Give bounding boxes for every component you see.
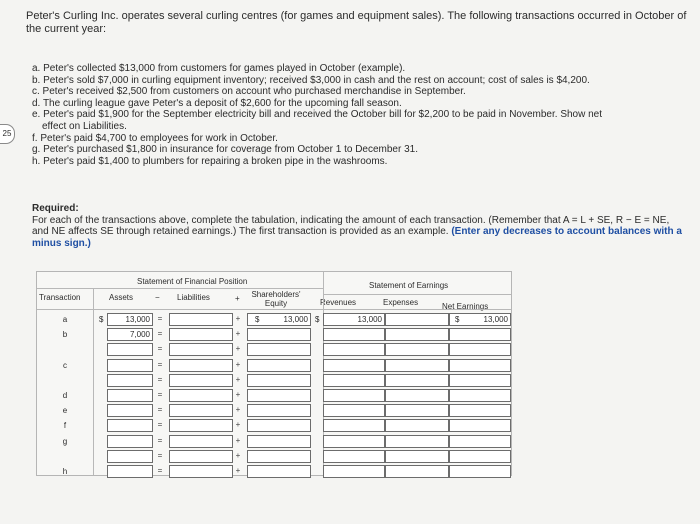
expenses-cell[interactable] [385,328,449,341]
grid-line [37,309,511,310]
op-equals: = [157,435,163,445]
header-net-earnings: Net Earnings [442,302,489,311]
revenues-cell[interactable] [323,404,385,417]
expenses-cell[interactable] [385,343,449,356]
transaction-e-continued: effect on Liabilities. [42,120,127,132]
revenues-cell[interactable] [323,419,385,432]
row-label-b: b [62,330,68,340]
assets-cell[interactable] [107,359,153,372]
revenues-cell[interactable] [323,465,385,478]
transaction-a: a. Peter's collected $13,000 from customers for games played in October (example). [32,63,406,74]
transaction-c: c. Peter's received $2,500 from customers on account who purchased merchandise in September. [32,86,466,98]
expenses-cell[interactable] [385,313,449,326]
equity-cell[interactable] [247,328,311,341]
assets-cell[interactable] [107,404,153,417]
header-assets: Assets [109,293,134,302]
transaction-list [32,63,682,167]
row-label-d: d [62,391,68,400]
op-equals: = [157,359,163,369]
assets-cell[interactable]: 7,000 [107,328,153,341]
revenues-cell[interactable] [323,343,385,356]
grid-line [323,294,511,295]
assets-cell[interactable] [107,343,153,356]
revenues-cell[interactable] [323,389,385,402]
equity-cell[interactable] [247,435,311,448]
header-statement-of-earnings: Statement of Earnings [369,281,449,290]
row-label-e: e [62,406,68,416]
assets-cell[interactable] [107,419,153,432]
net-earnings-cell[interactable] [449,465,511,478]
liabilities-cell[interactable] [169,328,233,341]
revenues-cell[interactable] [323,374,385,387]
op-equals: = [157,314,163,323]
transaction-f: f. Peter's paid $4,700 to employees for work in October. [32,132,278,144]
expenses-cell[interactable] [385,374,449,387]
row-label-f: f [63,421,67,431]
grid-line [37,288,323,289]
op-plus: + [235,405,241,415]
expenses-cell[interactable] [385,465,449,478]
liabilities-cell[interactable] [169,389,233,402]
assets-cell[interactable] [107,374,153,387]
net-earnings-cell[interactable] [449,450,511,463]
op-minus-header: − [155,293,160,302]
grid-line [93,288,94,475]
op-plus: + [235,450,241,460]
op-equals: = [157,329,163,339]
op-plus: + [235,329,241,339]
op-equals: = [157,405,163,415]
transaction-e: e. Peter's paid $1,900 for the September electricity bill and received the October bill for $2,200 to be paid in November. Show net [32,109,603,121]
dollar-sign: $ [315,315,320,324]
op-plus: + [235,435,241,445]
expenses-cell[interactable] [385,389,449,402]
net-earnings-cell[interactable] [449,328,511,341]
net-earnings-cell[interactable] [449,343,511,356]
required-section [32,203,682,249]
expenses-cell[interactable] [385,404,449,417]
net-earnings-cell[interactable] [449,404,511,417]
expenses-cell[interactable] [385,359,449,372]
expenses-cell[interactable] [385,450,449,463]
op-plus: + [235,390,241,399]
header-expenses: Expenses [383,298,419,307]
op-equals: = [157,466,163,475]
assets-cell[interactable]: 13,000 [107,313,153,326]
equity-cell[interactable] [247,374,311,387]
transaction-b: b. Peter's sold $7,000 in curling equipment inventory; received $3,000 in cash and the rest on account; cost of sales is $4,200. [32,74,590,86]
header-revenues: Revenues [320,298,357,307]
assets-cell[interactable] [107,435,153,448]
expenses-cell[interactable] [385,419,449,432]
equity-cell[interactable] [247,450,311,463]
equity-cell[interactable] [247,465,311,478]
assets-cell[interactable] [107,389,153,402]
row-label-h: h [62,467,68,476]
row-label-g: g [62,436,68,446]
revenues-cell[interactable]: 13,000 [323,313,385,326]
equity-cell[interactable] [247,343,311,356]
op-equals: = [157,344,163,354]
liabilities-cell[interactable] [169,374,233,387]
transaction-h: h. Peter's paid $1,400 to plumbers for repairing a broken pipe in the washrooms. [32,155,388,167]
op-equals: = [157,450,163,460]
op-plus: + [235,344,241,354]
transaction-d: d. The curling league gave Peter's a deposit of $2,600 for the upcoming fall season. [32,97,402,109]
revenues-cell[interactable] [323,450,385,463]
header-shareholders-equity: Shareholders' Equity [251,290,301,308]
net-earnings-cell[interactable] [449,374,511,387]
liabilities-cell[interactable] [169,419,233,432]
equity-cell[interactable] [247,404,311,417]
net-earnings-cell[interactable] [449,389,511,402]
assets-cell[interactable] [107,450,153,463]
equity-cell[interactable] [247,389,311,402]
row-label-c: c [63,360,67,370]
op-plus: + [235,466,241,475]
row-label-a: a [62,315,68,324]
equity-cell[interactable] [247,359,311,372]
side-page-tab[interactable]: 25 [0,124,15,144]
op-plus: + [235,374,241,384]
required-heading: Required: [32,203,79,214]
dollar-sign: $ [255,315,260,324]
header-transaction: Transaction [39,293,81,302]
liabilities-cell[interactable] [169,343,233,356]
net-earnings-cell[interactable]: 13,000 [449,313,511,326]
op-plus: + [235,314,241,323]
liabilities-cell[interactable] [169,359,233,372]
required-highlight: (Enter any decreases to account balances with a minus sign.) [32,226,682,249]
liabilities-cell[interactable] [169,450,233,463]
liabilities-cell[interactable] [169,435,233,448]
header-financial-position: Statement of Financial Position [137,277,248,286]
op-plus: + [235,420,241,430]
dollar-sign: $ [99,315,104,324]
equity-cell[interactable]: 13,000 [247,313,311,326]
liabilities-cell[interactable] [169,404,233,417]
problem-intro: Peter's Curling Inc. operates several curling centres (for games and equipment sales). The following transactions occurred in October of the current year: [26,10,687,35]
expenses-cell[interactable] [385,435,449,448]
op-plus: + [235,359,241,369]
tabulation-table [36,271,512,476]
net-earnings-cell[interactable] [449,419,511,432]
revenues-cell[interactable] [323,328,385,341]
net-earnings-cell[interactable] [449,435,511,448]
assets-cell[interactable] [107,465,153,478]
dollar-sign: $ [455,315,460,324]
equity-cell[interactable] [247,419,311,432]
header-liabilities: Liabilities [177,293,210,302]
required-text: For each of the transactions above, complete the tabulation, indicating the amount of each transaction. (Remember that A = L + SE, R − E = NE, and NE affects SE through retained earnings.) The first transaction is provided as an example. [32,214,670,238]
revenues-cell[interactable] [323,435,385,448]
liabilities-cell[interactable] [169,313,233,326]
op-plus-header: + [235,294,240,303]
liabilities-cell[interactable] [169,465,233,478]
op-equals: = [157,420,163,430]
net-earnings-cell[interactable] [449,359,511,372]
revenues-cell[interactable] [323,359,385,372]
op-equals: = [157,374,163,384]
op-equals: = [157,390,163,399]
transaction-g: g. Peter's purchased $1,800 in insurance for coverage from October 1 to December 31. [32,144,419,156]
